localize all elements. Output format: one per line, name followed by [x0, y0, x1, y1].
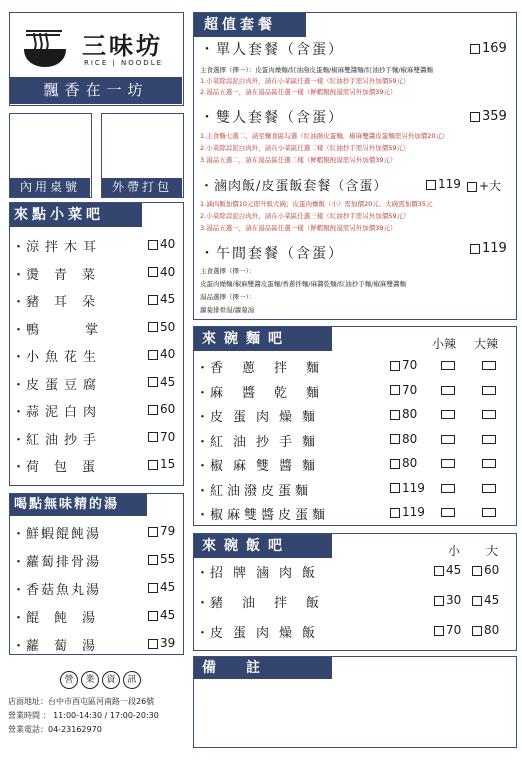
item-price[interactable]	[148, 402, 175, 416]
small-spicy-checkbox[interactable]	[441, 508, 455, 517]
small-price[interactable]	[434, 623, 461, 637]
slogan-banner	[10, 77, 182, 104]
item-name: 紅油抄手	[26, 432, 103, 448]
item-price[interactable]	[148, 608, 175, 622]
checkbox[interactable]	[470, 44, 480, 54]
takeout-box[interactable]	[101, 113, 184, 198]
item-price[interactable]	[148, 524, 175, 538]
double-combo-price-value: 359	[482, 109, 507, 124]
large-spicy-checkbox[interactable]	[482, 484, 496, 493]
checkbox[interactable]	[148, 405, 158, 415]
takeout-label-bar	[102, 178, 182, 197]
noodles-header	[194, 327, 332, 351]
item-name: 椒麻雙醬麵	[210, 459, 326, 474]
noodles-title: 來碗麵吧	[202, 331, 290, 347]
bullet: ・	[196, 596, 210, 611]
table-row[interactable]	[196, 406, 514, 426]
price-value: 45	[484, 593, 500, 607]
checkbox[interactable]	[472, 626, 482, 636]
bullet: ・	[196, 459, 210, 474]
lunch-combo-price[interactable]	[470, 241, 507, 256]
single-combo-name: 單人套餐（含蛋）	[216, 42, 344, 58]
checkbox[interactable]	[148, 432, 158, 442]
large-spicy-checkbox[interactable]	[482, 459, 496, 468]
single-combo-line-2: 1.小菜除蒜泥白肉外，請在小菜區任選一樣（紅油抄手需另外加價59元）	[200, 77, 410, 85]
checkbox[interactable]	[390, 385, 400, 395]
price-value: 30	[446, 593, 462, 607]
checkbox[interactable]	[148, 240, 158, 250]
checkbox[interactable]	[148, 350, 158, 360]
price-value: 80	[402, 431, 418, 446]
soups-section	[9, 493, 184, 655]
price-value: 60	[484, 563, 500, 577]
dine-in-box[interactable]	[9, 113, 92, 198]
checkbox[interactable]	[390, 361, 400, 371]
info-badge: 資	[102, 671, 120, 689]
info-badge: 訊	[123, 671, 141, 689]
price-value: 45	[446, 563, 462, 577]
price-value: 40	[160, 264, 176, 279]
item-name: 餛飩湯	[26, 611, 111, 626]
checkbox[interactable]	[470, 244, 480, 254]
item-name: 麻醬乾麵	[210, 385, 339, 401]
price-value: 39	[160, 636, 176, 650]
checkbox[interactable]	[390, 508, 400, 518]
item-name: 蘿蔔湯	[26, 639, 111, 654]
list-item[interactable]	[12, 319, 180, 339]
info-badge: 營	[60, 671, 78, 689]
double-combo-title: ・雙人套餐（含蛋）	[200, 110, 344, 126]
checkbox[interactable]	[472, 596, 482, 606]
item-price[interactable]	[390, 407, 417, 421]
checkbox[interactable]	[390, 410, 400, 420]
item-name: 皮蛋豆腐	[26, 377, 103, 393]
bullet: ・	[12, 527, 26, 542]
rice-combo-price[interactable]	[426, 177, 461, 191]
checkbox[interactable]	[148, 295, 158, 305]
price-value: 45	[160, 374, 176, 389]
lunch-combo-name: 午間套餐（含蛋）	[216, 246, 344, 262]
price-value: 119	[402, 480, 425, 495]
price-value: 119	[402, 505, 425, 519]
item-name: 皮蛋肉燥飯	[210, 626, 326, 641]
item-price[interactable]	[148, 320, 175, 334]
rice-section	[193, 533, 517, 651]
rice-combo-name: 滷肉飯/皮蛋飯套餐（含蛋）	[214, 179, 388, 194]
small-spicy-checkbox[interactable]	[441, 410, 455, 419]
bullet: ・	[12, 322, 26, 338]
side-dishes-title: 來點小菜吧	[14, 207, 104, 223]
combos-header	[194, 13, 306, 37]
checkbox[interactable]	[434, 626, 444, 636]
large-spicy-checkbox[interactable]	[482, 410, 496, 419]
item-price[interactable]	[390, 481, 425, 495]
price-value: 70	[446, 623, 462, 637]
double-combo-line-2: 2.小菜除蒜泥白肉外，請在小菜區任選二樣（紅油抄手需另外加價59元）	[200, 144, 410, 152]
table-row[interactable]	[196, 592, 514, 612]
checkbox[interactable]	[390, 483, 400, 493]
bullet: ・	[12, 583, 26, 598]
business-info-badges	[60, 667, 144, 689]
checkbox[interactable]	[148, 555, 158, 565]
item-name: 荷包蛋	[26, 460, 111, 475]
list-item[interactable]	[12, 346, 180, 366]
bullet: ・	[196, 483, 210, 499]
dine-in-label: 內用桌號	[19, 180, 80, 194]
list-item[interactable]	[12, 551, 180, 571]
item-name: 香菇魚丸湯	[26, 583, 102, 598]
checkbox[interactable]	[148, 377, 158, 387]
checkbox[interactable]	[148, 267, 158, 277]
business-info-title-row	[60, 667, 144, 689]
soups-title: 喝點無味精的湯	[14, 497, 120, 512]
rice-combo-line-3: 3.湯品五選一，請在湯品區任選一樣（鮮蝦餛飩湯需另外加價39元）	[200, 224, 397, 232]
noodle-bowl-icon	[20, 25, 70, 69]
bullet: ・	[196, 434, 210, 450]
item-price[interactable]	[148, 347, 175, 361]
table-row[interactable]	[196, 622, 514, 642]
bullet: ・	[12, 267, 26, 283]
item-name: 紅油抄手麵	[210, 434, 326, 450]
takeout-label: 外帶打包	[111, 180, 172, 194]
large-price[interactable]	[472, 593, 499, 607]
rice-col-small: 小	[448, 544, 461, 558]
item-price[interactable]	[390, 456, 417, 470]
checkbox[interactable]	[148, 583, 158, 593]
small-spicy-checkbox[interactable]	[441, 386, 455, 395]
item-price[interactable]	[148, 265, 175, 279]
item-name: 紅油潑皮蛋麵	[210, 483, 313, 499]
price-value: 79	[160, 524, 176, 538]
address: 店面地址：台中市西屯區河南路一段26號	[8, 697, 155, 706]
item-name: 燙青菜	[26, 267, 111, 283]
item-price[interactable]	[148, 430, 175, 444]
item-name: 皮蛋肉燥麵	[210, 410, 326, 425]
item-name: 鴨掌	[26, 322, 145, 338]
notes-section[interactable]	[193, 656, 517, 748]
notes-header	[194, 657, 332, 679]
bullet: ・	[12, 295, 26, 310]
checkbox[interactable]	[390, 459, 400, 469]
lunch-combo-line-2: 皮蛋肉燥麵/椒麻雙醬皮蛋麵/香蔥拌麵/麻醬乾麵/紅油抄手麵/椒麻雙醬麵	[200, 280, 406, 288]
price-value: 40	[160, 237, 176, 251]
bullet: ・	[196, 410, 210, 425]
large-spicy-checkbox[interactable]	[482, 386, 496, 395]
item-price[interactable]	[148, 237, 175, 251]
item-name: 涼拌木耳	[26, 240, 103, 255]
soups-header	[10, 494, 147, 516]
list-item[interactable]	[12, 635, 180, 655]
item-price[interactable]	[390, 383, 417, 397]
list-item[interactable]	[12, 456, 180, 476]
checkbox[interactable]	[470, 112, 480, 122]
large-price[interactable]	[472, 623, 499, 637]
rice-combo-price-value: 119	[438, 177, 461, 191]
checkbox[interactable]	[426, 180, 436, 190]
price-value: 45	[160, 608, 176, 622]
phone: 營業電話：04-23162970	[8, 725, 102, 734]
item-price[interactable]	[148, 375, 175, 389]
list-item[interactable]	[12, 291, 180, 311]
table-row[interactable]	[196, 562, 514, 582]
rice-combo-title: ・滷肉飯/皮蛋飯套餐（含蛋）	[200, 179, 388, 194]
table-row[interactable]	[196, 357, 514, 377]
logo-panel	[9, 12, 184, 106]
single-combo-title: ・單人套餐（含蛋）	[200, 42, 344, 58]
small-spicy-checkbox[interactable]	[441, 459, 455, 468]
price-value: 45	[160, 292, 176, 306]
bullet: ・	[12, 639, 26, 654]
hours: 營業時間 ： 11:00-14:30 / 17:00-20:30	[8, 711, 159, 720]
list-item[interactable]	[12, 523, 180, 543]
small-price[interactable]	[434, 593, 461, 607]
small-spicy-checkbox[interactable]	[441, 435, 455, 444]
table-row[interactable]	[196, 455, 514, 475]
lunch-combo-line-3: 湯品選擇（擇一）：	[200, 293, 256, 301]
rice-combo-line-2: 2.小菜除蒜泥白肉外，請在小菜區任選三樣（紅油抄手需另外加價59元）	[200, 212, 410, 220]
bullet: ・	[12, 555, 26, 570]
checkbox[interactable]	[390, 434, 400, 444]
table-row[interactable]	[196, 431, 514, 451]
combos-section	[193, 12, 517, 320]
side-dishes-section	[9, 202, 184, 486]
double-combo-name: 雙人套餐（含蛋）	[216, 110, 344, 126]
small-spicy-checkbox[interactable]	[441, 484, 455, 493]
item-name: 豬耳朵	[26, 295, 111, 310]
large-spicy-checkbox[interactable]	[482, 508, 496, 517]
list-item[interactable]	[12, 236, 180, 256]
large-spicy-checkbox[interactable]	[482, 361, 496, 370]
item-name: 招牌滷肉飯	[210, 566, 326, 581]
price-value: 80	[484, 623, 500, 637]
price-value: 55	[160, 552, 176, 566]
checkbox[interactable]	[467, 182, 477, 192]
price-value: 70	[160, 429, 176, 444]
price-value: 80	[402, 456, 418, 470]
bullet: ・	[196, 361, 210, 376]
combos-title: 超值套餐	[204, 17, 276, 33]
double-combo-price[interactable]	[470, 109, 507, 124]
checkbox[interactable]	[472, 566, 482, 576]
item-price[interactable]	[390, 505, 425, 519]
list-item[interactable]	[12, 579, 180, 599]
single-combo-price[interactable]	[470, 41, 507, 56]
item-price[interactable]	[148, 552, 175, 566]
bullet: ・	[12, 377, 26, 393]
list-item[interactable]	[12, 374, 180, 394]
brand-name: 三味坊	[82, 31, 163, 60]
item-price[interactable]	[148, 636, 175, 650]
brand-english: RICE | NOODLE	[84, 59, 164, 67]
list-item[interactable]	[12, 607, 180, 627]
single-combo-line-3: 2.湯品五選一，請在湯品區任選一樣（鮮蝦餛飩湯需另外加價39元）	[200, 88, 397, 96]
checkbox[interactable]	[148, 460, 158, 470]
side-dishes-header	[10, 203, 142, 227]
table-row[interactable]	[196, 480, 514, 500]
item-name: 蒜泥白肉	[26, 405, 103, 420]
checkbox[interactable]	[148, 611, 158, 621]
item-price[interactable]	[390, 432, 417, 446]
item-price[interactable]	[148, 292, 175, 306]
checkbox[interactable]	[148, 639, 158, 649]
lunch-combo-line-1: 主食選擇（擇一）：	[200, 267, 256, 275]
rice-combo-upsize-label: +大	[479, 179, 502, 193]
list-item[interactable]	[12, 264, 180, 284]
price-value: 60	[160, 402, 176, 416]
bullet: ・	[196, 626, 210, 641]
price-value: 80	[402, 407, 418, 421]
table-row[interactable]	[196, 382, 514, 402]
double-combo-line-1: 1.主食麵七選二，請至麵食區勾選（紅油潑皮蛋麵，椒麻雙醬皮蛋麵需另外加價20元）	[200, 132, 449, 140]
notes-title: 備註	[202, 660, 290, 676]
price-value: 50	[160, 319, 176, 334]
large-spicy-checkbox[interactable]	[482, 435, 496, 444]
checkbox[interactable]	[434, 566, 444, 576]
item-name: 鮮蝦餛飩湯	[26, 527, 102, 542]
bullet: ・	[12, 405, 26, 420]
rice-title: 來碗飯吧	[202, 538, 290, 554]
list-item[interactable]	[12, 401, 180, 421]
large-price[interactable]	[472, 563, 499, 577]
dine-in-label-bar	[10, 178, 90, 197]
bullet: ・	[196, 385, 210, 401]
single-combo-price-value: 169	[482, 41, 507, 56]
rice-combo-upsize[interactable]	[467, 177, 501, 194]
bullet: ・	[12, 432, 26, 448]
single-combo-line-1: 主食選擇（擇一）：皮蛋肉燥麵/紅油潑皮蛋麵/椒麻雙醬麵/紅油抄手麵/椒麻雙醬麵	[200, 66, 434, 74]
price-value: 70	[402, 382, 418, 397]
small-spicy-checkbox[interactable]	[441, 361, 455, 370]
info-badge: 業	[81, 671, 99, 689]
item-name: 小魚花生	[26, 350, 103, 365]
noodles-col-small: 小辣	[432, 337, 457, 351]
bullet: ・	[196, 508, 210, 523]
table-row[interactable]	[196, 504, 514, 524]
rice-combo-line-1: 1.滷肉飯加價10元即升級大碗；皮蛋肉燥飯（小）需加價20元、大碗需加價35元	[200, 200, 433, 208]
bullet: ・	[12, 460, 26, 475]
lunch-combo-line-4: 蘿蔔排骨湯/蘿蔔湯	[200, 306, 255, 314]
checkbox[interactable]	[434, 596, 444, 606]
lunch-combo-price-value: 119	[482, 241, 507, 256]
item-price[interactable]	[390, 358, 417, 372]
item-name: 豬油拌飯	[210, 596, 339, 611]
item-price[interactable]	[148, 580, 175, 594]
slogan: 飄香在一坊	[43, 81, 149, 99]
checkbox[interactable]	[148, 527, 158, 537]
price-value: 15	[160, 457, 176, 471]
noodles-col-large: 大辣	[474, 337, 499, 351]
price-value: 40	[160, 347, 176, 361]
list-item[interactable]	[12, 429, 180, 449]
bullet: ・	[12, 350, 26, 365]
rice-col-large: 大	[486, 544, 499, 558]
item-price[interactable]	[148, 457, 175, 471]
small-price[interactable]	[434, 563, 461, 577]
lunch-combo-title: ・午間套餐（含蛋）	[200, 246, 344, 262]
bullet: ・	[12, 611, 26, 626]
bullet: ・	[12, 240, 26, 255]
double-combo-line-3: 3.湯品五選二，請在湯品區任選二樣（鮮蝦餛飩湯需另外加價39元）	[200, 156, 397, 164]
item-name: 椒麻雙醬皮蛋麵	[210, 508, 330, 523]
item-name: 香蔥拌麵	[210, 361, 339, 376]
bullet: ・	[196, 566, 210, 581]
price-value: 70	[402, 358, 418, 372]
item-name: 蘿蔔排骨湯	[26, 555, 102, 570]
rice-header	[194, 534, 332, 558]
noodles-section	[193, 326, 517, 526]
checkbox[interactable]	[148, 322, 158, 332]
price-value: 45	[160, 580, 176, 594]
